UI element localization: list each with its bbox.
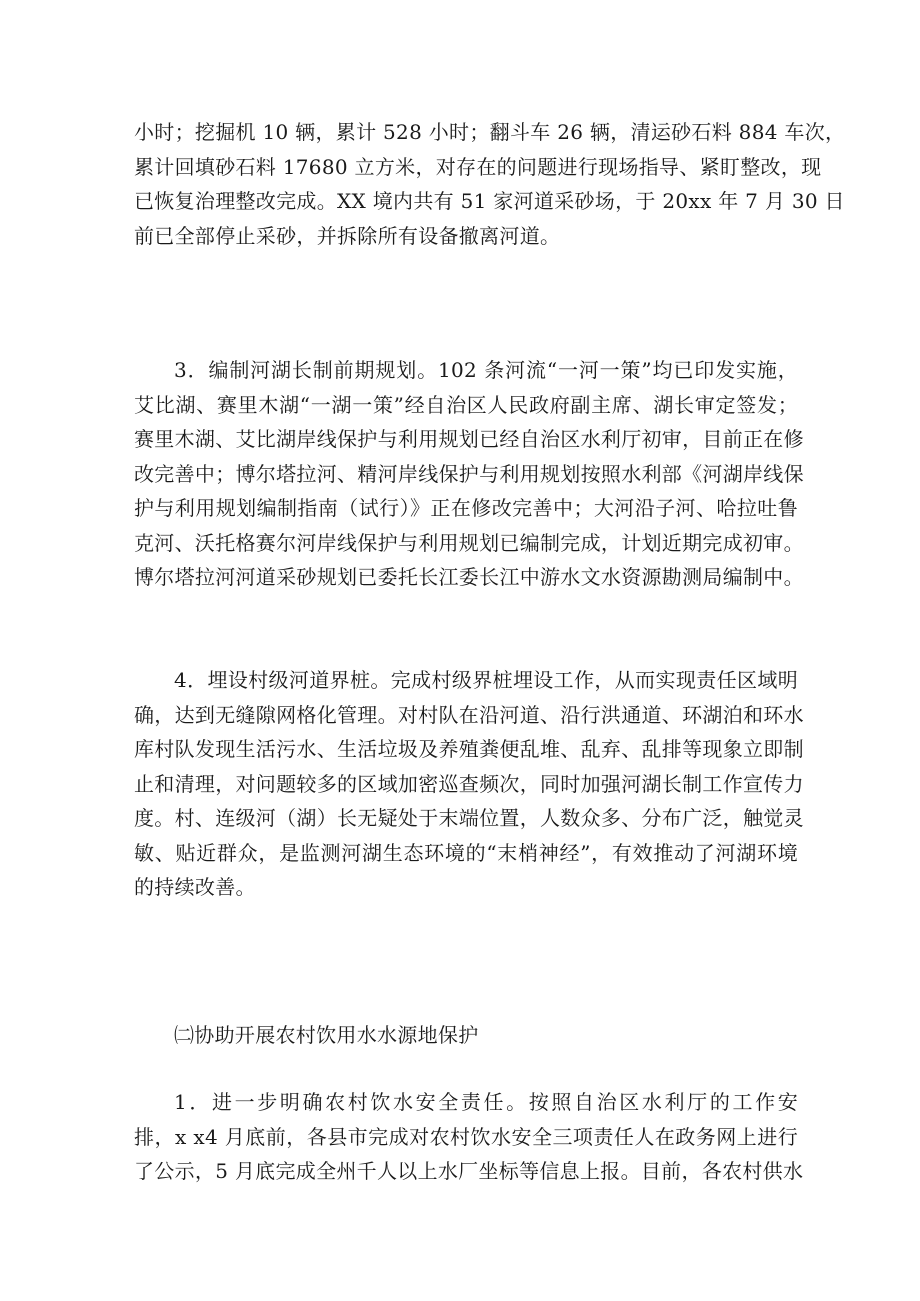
text-line: 已恢复治理整改完成。XX 境内共有 51 家河道采砂场，于 20xx 年 7 月 30 日 <box>134 189 845 213</box>
paragraph-sand-mining-cleanup <box>134 115 846 253</box>
text-line: 1．进一步明确农村饮水安全责任。按照自治区水利厅的工作安 <box>174 1090 798 1114</box>
text-line: 3．编制河湖长制前期规划。102 条河流“一河一策”均已印发实施， <box>174 358 798 382</box>
text-line: 库村队发现生活污水、生活垃圾及养殖粪便乱堆、乱弃、乱排等现象立即制 <box>134 737 804 761</box>
text-line: 止和清理，对问题较多的区域加密巡查频次，同时加强河湖长制工作宣传力 <box>134 771 804 796</box>
paragraph-village-boundary-markers <box>134 663 804 905</box>
text-line: 艾比湖、赛里木湖“一湖一策”经自治区人民政府副主席、湖长审定签发； <box>134 392 798 417</box>
paragraph-drinking-water-responsibility <box>134 1085 804 1189</box>
text-line: 改完善中；博尔塔拉河、精河岸线保护与利用规划按照水利部《河湖岸线保 <box>134 461 804 486</box>
text-line: 博尔塔拉河河道采砂规划已委托长江委长江中游水文水资源勘测局编制中。 <box>134 565 804 589</box>
text-line: 累计回填砂石料 17680 立方米，对存在的问题进行现场指导、紧盯整改，现 <box>134 154 822 179</box>
text-line: 了公示，5 月底完成全州千人以上水厂坐标等信息上报。目前，各农村供水 <box>134 1159 804 1183</box>
text-line: 的持续改善。 <box>134 875 256 899</box>
text-line: 克河、沃托格赛尔河岸线保护与利用规划已编制完成，计划近期完成初审。 <box>134 530 804 555</box>
text-line: 小时；挖掘机 10 辆，累计 528 小时；翻斗车 26 辆，清运砂石料 884 车次， <box>134 120 846 144</box>
text-line: 敏、贴近群众，是监测河湖生态环境的“末梢神经”，有效推动了河湖环境 <box>134 840 798 865</box>
text-line: 护与利用规划编制指南（试行）》正在修改完善中；大河沿子河、哈拉吐鲁 <box>134 496 798 520</box>
heading-text: ㈡协助开展农村饮用水水源地保护 <box>174 1023 479 1047</box>
text-line: 排，x x4 月底前，各县市完成对农村饮水安全三项责任人在政务网上进行 <box>134 1124 798 1149</box>
text-line: 确，达到无缝隙网格化管理。对村队在沿河道、沿行洪通道、环湖泊和环水 <box>134 702 804 727</box>
section-heading <box>174 1018 674 1053</box>
text-line: 前已全部停止采砂，并拆除所有设备撤离河道。 <box>134 223 561 248</box>
paragraph-river-lake-planning <box>134 353 804 595</box>
text-line: 4．埋设村级河道界桩。完成村级界桩埋设工作，从而实现责任区域明 <box>174 668 798 692</box>
text-line: 赛里木湖、艾比湖岸线保护与利用规划已经自治区水利厅初审，目前正在修 <box>134 427 804 451</box>
text-line: 度。村、连级河（湖）长无疑处于末端位置，人数众多、分布广泛，触觉灵 <box>134 806 804 830</box>
